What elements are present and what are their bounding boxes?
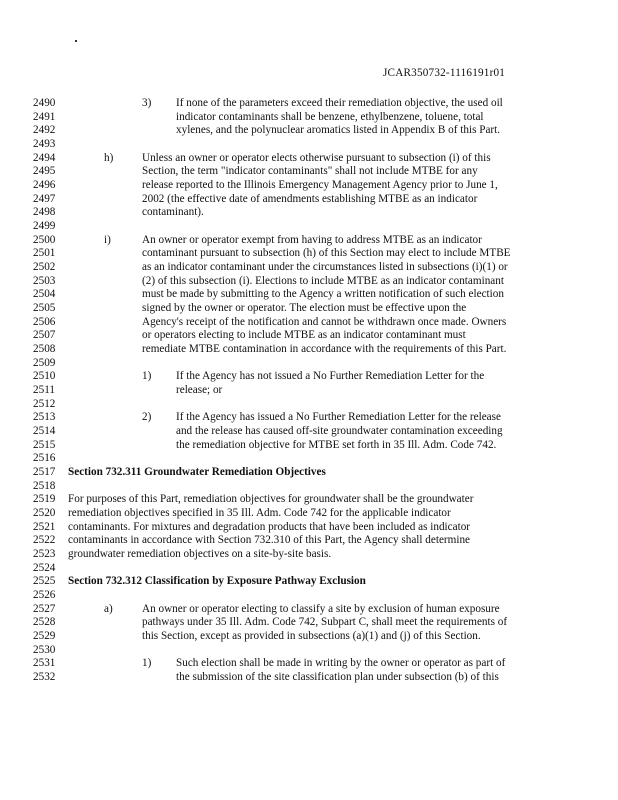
line-number: 2520	[33, 507, 56, 520]
body-text: remediate MTBE contamination in accordance with the requirements of this Part.	[142, 343, 507, 356]
body-text: must be made by submitting to the Agency a written notification of such election	[142, 288, 504, 301]
document-line	[0, 507, 618, 521]
line-number: 2491	[33, 110, 56, 123]
line-number: 2506	[33, 315, 56, 328]
line-number: 2492	[33, 124, 56, 137]
document-line	[0, 343, 618, 357]
scan-speck	[75, 40, 77, 42]
line-number: 2522	[33, 534, 56, 547]
body-text: remediation objectives specified in 35 Ill. Adm. Code 742 for the applicable indicator	[68, 507, 451, 520]
document-line	[0, 357, 618, 371]
document-line	[0, 548, 618, 562]
document-line	[0, 630, 618, 644]
document-line	[0, 521, 618, 535]
line-number: 2505	[33, 302, 56, 315]
line-number: 2518	[33, 479, 56, 492]
body-text: as an indicator contaminant under the circumstances listed in subsections (i)(1) or	[142, 261, 508, 274]
line-number: 2513	[33, 411, 56, 424]
document-line	[0, 179, 618, 193]
document-line	[0, 206, 618, 220]
line-number: 2503	[33, 274, 56, 287]
document-id-header: JCAR350732-1116191r01	[383, 67, 506, 79]
document-line	[0, 644, 618, 658]
line-number: 2504	[33, 288, 56, 301]
document-line	[0, 261, 618, 275]
subsection-label: 1)	[142, 370, 152, 383]
line-number: 2502	[33, 261, 56, 274]
document-line	[0, 247, 618, 261]
body-text: this Section, except as provided in subsections (a)(1) and (j) of this Section.	[142, 630, 481, 643]
line-number: 2499	[33, 220, 56, 233]
body-text: If the Agency has issued a No Further Remediation Letter for the release	[176, 411, 501, 424]
line-number: 2524	[33, 561, 56, 574]
subsection-label: 1)	[142, 657, 152, 670]
line-number: 2509	[33, 356, 56, 369]
line-number: 2497	[33, 192, 56, 205]
line-number: 2528	[33, 616, 56, 629]
body-text: or operators electing to include MTBE as an indicator contaminant must	[142, 329, 466, 342]
body-text: If the Agency has not issued a No Further Remediation Letter for the	[176, 370, 485, 383]
document-line	[0, 316, 618, 330]
body-text: release; or	[176, 384, 223, 397]
document-line	[0, 425, 618, 439]
document-line	[0, 124, 618, 138]
line-number: 2507	[33, 329, 56, 342]
line-number: 2530	[33, 643, 56, 656]
line-number: 2510	[33, 370, 56, 383]
document-line	[0, 111, 618, 125]
document-line	[0, 493, 618, 507]
body-text: release reported to the Illinois Emergency Management Agency prior to June 1,	[142, 179, 498, 192]
document-line	[0, 439, 618, 453]
body-text: contaminant pursuant to subsection (h) of this Section may elect to include MTBE	[142, 247, 511, 260]
document-line	[0, 657, 618, 671]
line-number: 2511	[33, 384, 55, 397]
line-number: 2527	[33, 602, 56, 615]
line-number: 2514	[33, 425, 56, 438]
document-line	[0, 152, 618, 166]
line-number: 2512	[33, 397, 56, 410]
document-line	[0, 466, 618, 480]
body-text: 2002 (the effective date of amendments establishing MTBE as an indicator	[142, 192, 478, 205]
body-text: contaminants in accordance with Section 732.310 of this Part, the Agency shall determine	[68, 534, 471, 547]
body-text: and the release has caused off-site groundwater contamination exceeding	[176, 425, 503, 438]
line-number: 2494	[33, 151, 56, 164]
line-number: 2493	[33, 138, 56, 150]
line-number: 2529	[33, 630, 56, 643]
body-text: signed by the owner or operator. The election must be effective upon the	[142, 302, 467, 315]
body-text: Section, the term "indicator contaminants" shall not include MTBE for any	[142, 165, 478, 178]
document-line	[0, 97, 618, 111]
document-line	[0, 575, 618, 589]
document-line	[0, 288, 618, 302]
subsection-label: 2)	[142, 411, 152, 424]
body-text: (2) of this subsection (i). Elections to include MTBE as an indicator contaminant	[142, 274, 504, 287]
line-number: 2525	[33, 575, 56, 588]
document-line	[0, 370, 618, 384]
body-text: indicator contaminants shall be benzene, ethylbenzene, toluene, total	[176, 110, 484, 123]
body-text: For purposes of this Part, remediation objectives for groundwater shall be the groundwater	[68, 493, 474, 506]
line-number: 2523	[33, 548, 56, 561]
subsection-label: 3)	[142, 97, 152, 109]
document-line	[0, 234, 618, 248]
body-text: the remediation objective for MTBE set forth in 35 Ill. Adm. Code 742.	[176, 438, 497, 451]
line-number: 2532	[33, 671, 56, 684]
document-line	[0, 329, 618, 343]
document-line	[0, 534, 618, 548]
document-line	[0, 138, 618, 152]
line-number: 2496	[33, 179, 56, 192]
document-line	[0, 589, 618, 603]
line-number: 2531	[33, 657, 56, 670]
body-text: pathways under 35 Ill. Adm. Code 742, Subpart C, shall meet the requirements of	[142, 616, 508, 629]
section-heading: Section 732.312 Classification by Exposure Pathway Exclusion	[68, 575, 366, 588]
document-line	[0, 616, 618, 630]
line-number: 2516	[33, 452, 56, 465]
body-text: xylenes, and the polynuclear aromatics listed in Appendix B of this Part.	[176, 124, 501, 137]
line-number: 2498	[33, 206, 56, 219]
body-text: An owner or operator electing to classify a site by exclusion of human exposure	[142, 602, 500, 615]
body-text: groundwater remediation objectives on a site-by-site basis.	[68, 548, 332, 561]
body-text: contaminant).	[142, 206, 204, 219]
line-number: 2515	[33, 438, 56, 451]
line-number: 2501	[33, 247, 56, 260]
body-text: Agency's receipt of the notification and cannot be withdrawn once made. Owners	[142, 315, 507, 328]
line-number: 2526	[33, 589, 56, 602]
document-line	[0, 480, 618, 494]
body-text: the submission of the site classification plan under subsection (b) of this	[176, 671, 499, 684]
document-line	[0, 275, 618, 289]
document-line	[0, 562, 618, 576]
body-text: If none of the parameters exceed their remediation objective, the used oil	[176, 97, 503, 109]
line-number: 2490	[33, 97, 56, 109]
subsection-label: i)	[104, 233, 111, 246]
line-number: 2508	[33, 343, 56, 356]
document-line	[0, 165, 618, 179]
document-line	[0, 193, 618, 207]
section-heading: Section 732.311 Groundwater Remediation Objectives	[68, 466, 326, 479]
document-line	[0, 220, 618, 234]
document-line	[0, 671, 618, 685]
body-text: Such election shall be made in writing by the owner or operator as part of	[176, 657, 506, 670]
body-text: An owner or operator exempt from having to address MTBE as an indicator	[142, 233, 482, 246]
document-line	[0, 384, 618, 398]
line-number: 2517	[33, 466, 56, 479]
line-number: 2519	[33, 493, 56, 506]
subsection-label: h)	[104, 151, 114, 164]
subsection-label: a)	[104, 602, 113, 615]
body-text: contaminants. For mixtures and degradation products that have been included as indicator	[68, 520, 471, 533]
document-line	[0, 603, 618, 617]
line-number: 2521	[33, 520, 56, 533]
document-line	[0, 452, 618, 466]
document-line	[0, 411, 618, 425]
document-line	[0, 302, 618, 316]
body-text: Unless an owner or operator elects otherwise pursuant to subsection (i) of this	[142, 151, 491, 164]
line-number: 2495	[33, 165, 56, 178]
line-number: 2500	[33, 233, 56, 246]
document-line	[0, 398, 618, 412]
